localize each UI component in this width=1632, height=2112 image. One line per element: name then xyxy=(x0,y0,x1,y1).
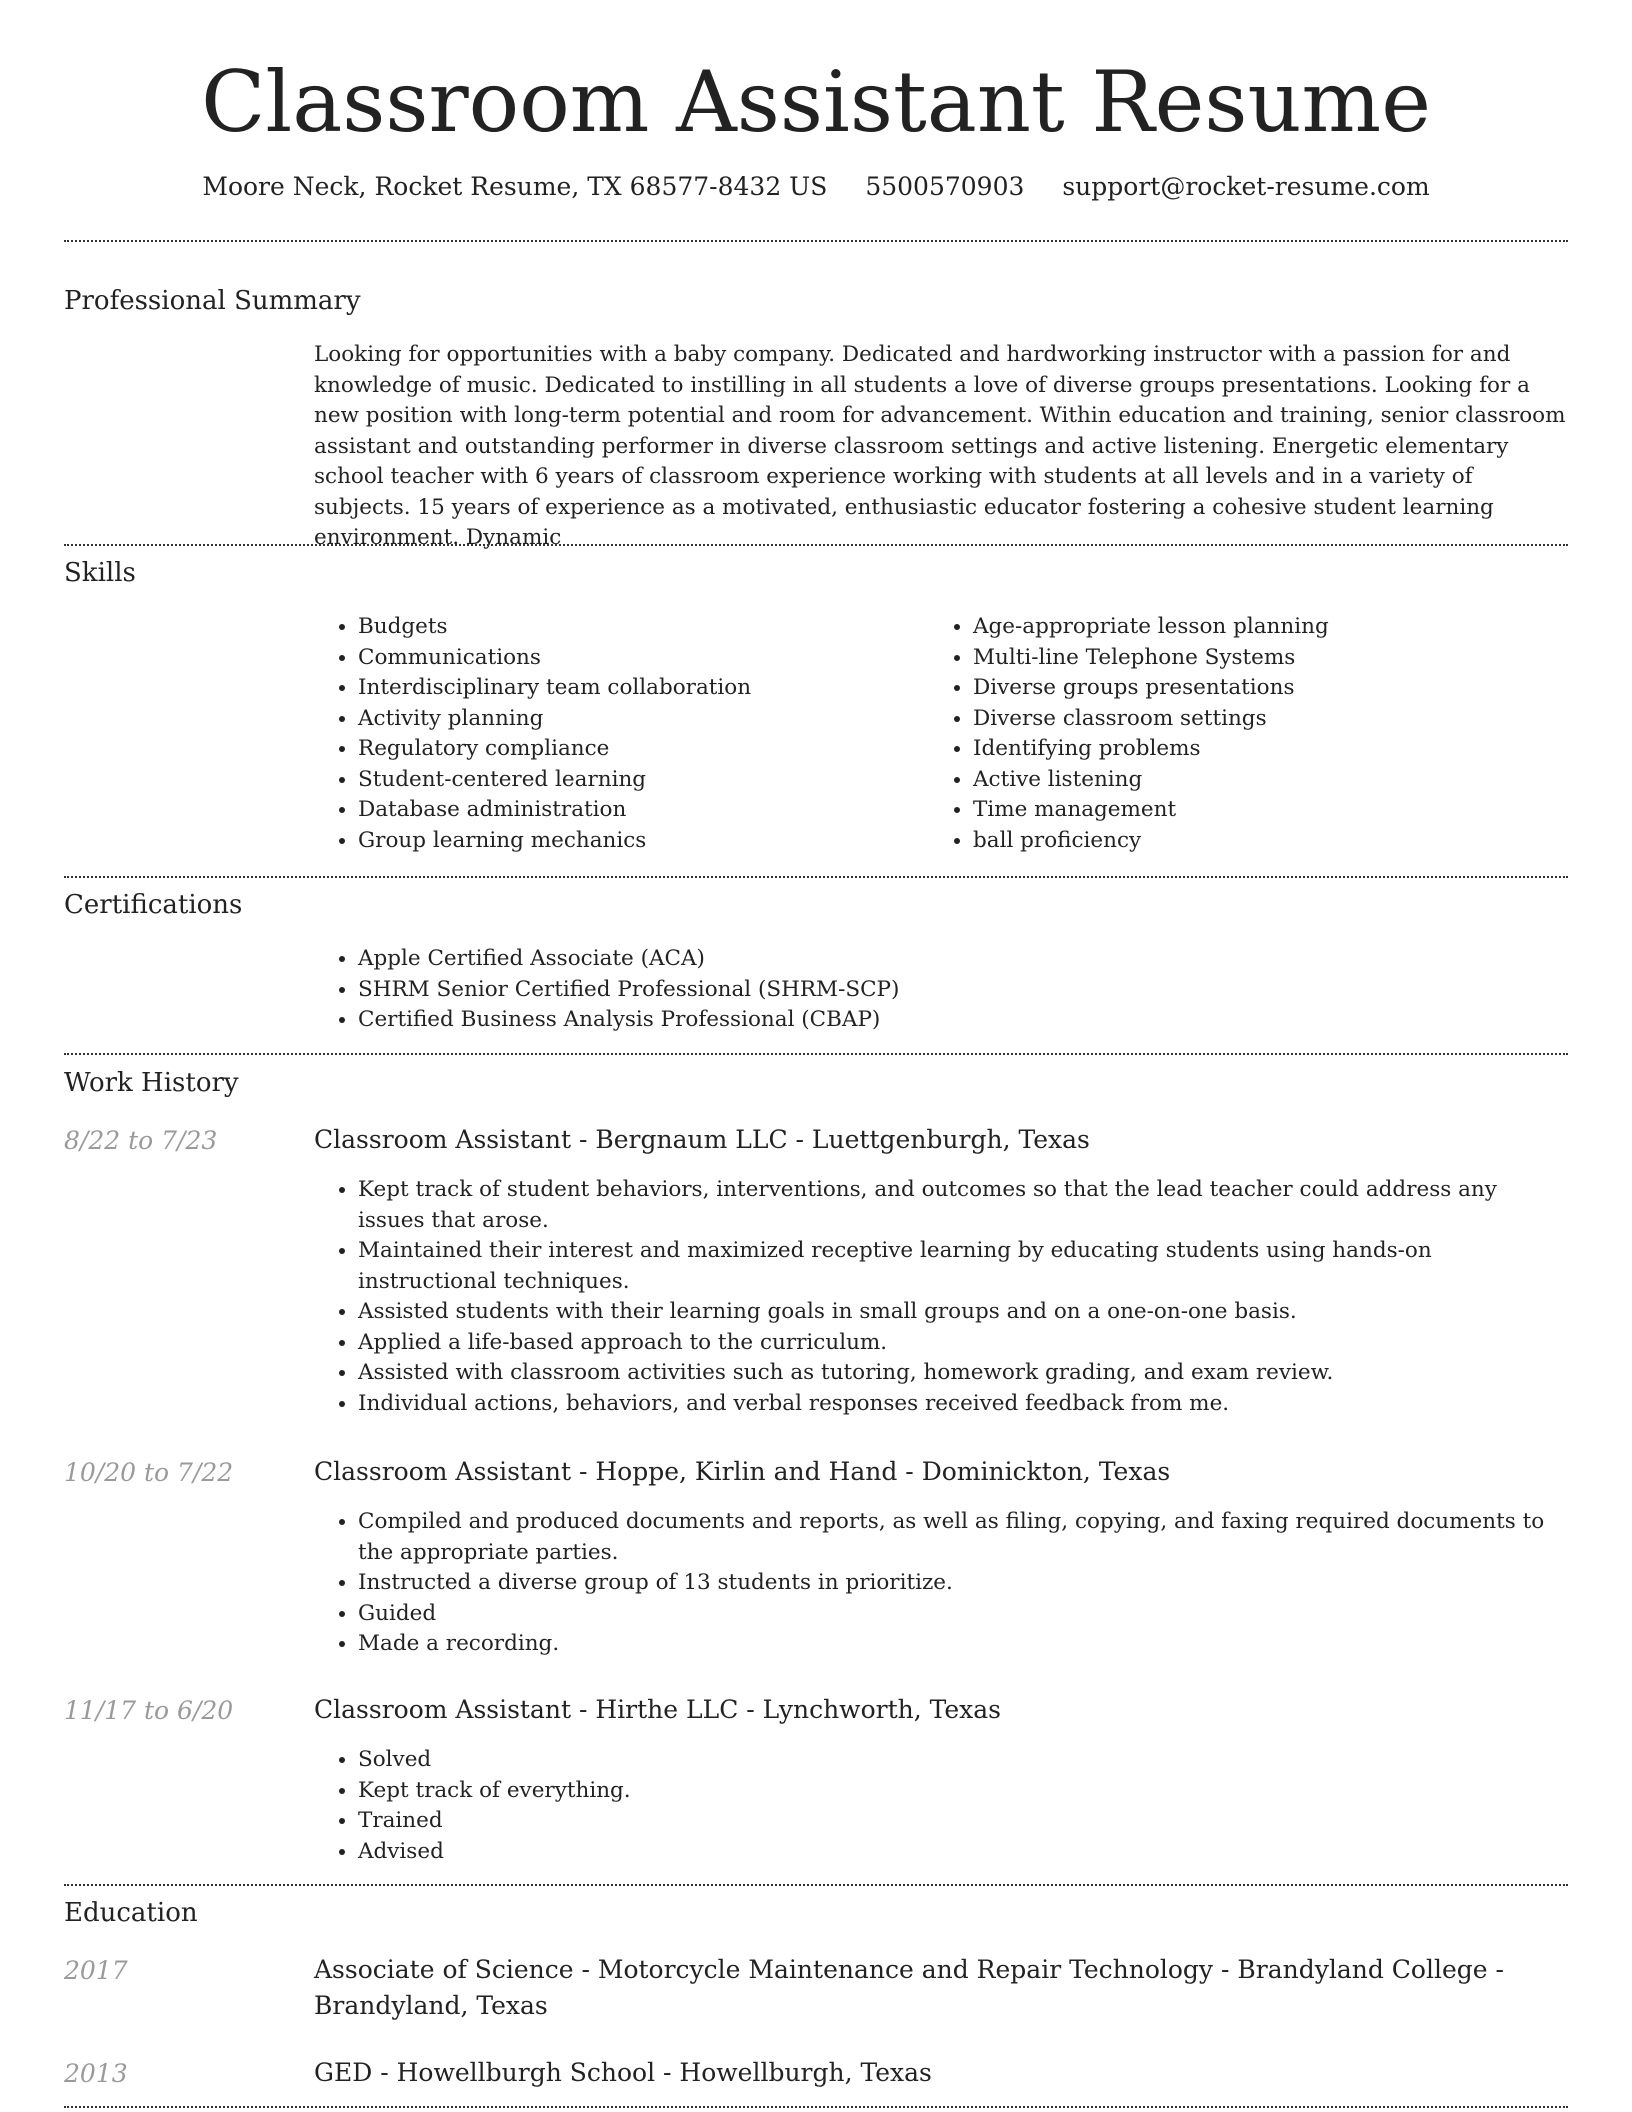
section-title-education: Education xyxy=(64,1898,198,1928)
contact-line xyxy=(0,170,1632,204)
contact-phone: 5500570903 xyxy=(865,172,1025,201)
skills-column-left xyxy=(314,612,914,856)
section-title-summary: Professional Summary xyxy=(64,286,361,316)
list-item: • Identifying problems xyxy=(973,734,1529,765)
contact-email: support@rocket-resume.com xyxy=(1062,172,1430,201)
list-item: • Made a recording. xyxy=(358,1629,1568,1660)
candidate-name: Classroom Assistant Resume xyxy=(201,53,1431,151)
divider xyxy=(64,1053,1568,1055)
list-item: • Trained xyxy=(358,1806,1568,1837)
job-bullet-list xyxy=(314,1507,1568,1660)
list-item: • Active listening xyxy=(973,765,1529,796)
list-item: • Assisted students with their learning goals in small groups and on a one-on-one basis. xyxy=(358,1297,1568,1328)
list-item: • Time management xyxy=(973,795,1529,826)
job-bullet-list xyxy=(314,1175,1568,1419)
divider xyxy=(64,876,1568,878)
contact-address: Moore Neck, Rocket Resume, TX 68577-8432 US xyxy=(202,172,828,201)
education-year: 2013 xyxy=(64,2059,128,2088)
list-item: • Activity planning xyxy=(358,704,914,735)
list-item: • Apple Certified Associate (ACA) xyxy=(358,944,1568,975)
education-entry: GED - Howellburgh School - Howellburgh, Texas xyxy=(314,2058,932,2087)
summary-text: Looking for opportunities with a baby company. Dedicated and hardworking instructor with a passion for and knowledge of music. Dedicated to instilling in all students a love of diverse groups presentations. Looking for a new position with long-term potential and room for advancement. Within education and training, senior classroom assistant and outstanding performer in diverse classroom settings and active listening. Energetic elementary school teacher with 6 years of classroom experience working with students at all levels and in a variety of subjects. 15 years of experience as a motivated, enthusiastic educator fostering a cohesive student learning environment. Dynamic xyxy=(314,342,1566,550)
list-item: • Maintained their interest and maximized receptive learning by educating students using hands-on instructional techniques. xyxy=(358,1236,1568,1297)
list-item: • Certified Business Analysis Professional (CBAP) xyxy=(358,1005,1568,1036)
divider xyxy=(64,240,1568,242)
list-item: • Assisted with classroom activities such as tutoring, homework grading, and exam review. xyxy=(358,1358,1568,1389)
education-year: 2017 xyxy=(64,1956,128,1985)
job-bullets xyxy=(314,1175,1568,1419)
list-item: • Age-appropriate lesson planning xyxy=(973,612,1529,643)
list-item: • Applied a life-based approach to the curriculum. xyxy=(358,1328,1568,1359)
divider xyxy=(64,1884,1568,1886)
list-item: • ball proficiency xyxy=(973,826,1529,857)
section-title-work-history: Work History xyxy=(64,1068,239,1098)
list-item: • Kept track of student behaviors, interventions, and outcomes so that the lead teacher could address any issues that arose. xyxy=(358,1175,1568,1236)
list-item: • Interdisciplinary team collaboration xyxy=(358,673,914,704)
job-bullets xyxy=(314,1745,1568,1867)
list-item: • Regulatory compliance xyxy=(358,734,914,765)
list-item: • Communications xyxy=(358,643,914,674)
list-item: • Diverse groups presentations xyxy=(973,673,1529,704)
job-bullets xyxy=(314,1507,1568,1660)
list-item: • Database administration xyxy=(358,795,914,826)
list-item: • Budgets xyxy=(358,612,914,643)
section-title-certifications: Certifications xyxy=(64,890,243,920)
list-item: • Individual actions, behaviors, and verbal responses received feedback from me. xyxy=(358,1389,1568,1420)
job-title: Classroom Assistant - Hirthe LLC - Lynchworth, Texas xyxy=(314,1695,1001,1724)
job-title: Classroom Assistant - Bergnaum LLC - Luettgenburgh, Texas xyxy=(314,1125,1090,1154)
list-item: • SHRM Senior Certified Professional (SHRM-SCP) xyxy=(358,975,1568,1006)
job-title: Classroom Assistant - Hoppe, Kirlin and Hand - Dominickton, Texas xyxy=(314,1457,1171,1486)
job-dates: 11/17 to 6/20 xyxy=(64,1696,234,1725)
skills-column-right xyxy=(929,612,1529,856)
skills-list-left xyxy=(314,612,914,856)
certifications-block xyxy=(314,944,1568,1036)
divider xyxy=(64,544,1568,546)
job-bullet-list xyxy=(314,1745,1568,1867)
list-item: • Multi-line Telephone Systems xyxy=(973,643,1529,674)
list-item: • Instructed a diverse group of 13 students in prioritize. xyxy=(358,1568,1568,1599)
certifications-list xyxy=(314,944,1568,1036)
list-item: • Diverse classroom settings xyxy=(973,704,1529,735)
divider xyxy=(64,2106,1568,2108)
job-dates: 8/22 to 7/23 xyxy=(64,1126,218,1155)
list-item: • Kept track of everything. xyxy=(358,1776,1568,1807)
education-entry: Associate of Science - Motorcycle Maintenance and Repair Technology - Brandyland College - Brandyland, Texas xyxy=(314,1955,1504,2020)
list-item: • Guided xyxy=(358,1599,1568,1630)
list-item: • Student-centered learning xyxy=(358,765,914,796)
section-title-skills: Skills xyxy=(64,558,136,588)
list-item: • Advised xyxy=(358,1837,1568,1868)
skills-list-right xyxy=(929,612,1529,856)
list-item: • Compiled and produced documents and reports, as well as filing, copying, and faxing required documents to the appropriate parties. xyxy=(358,1507,1568,1568)
list-item: • Group learning mechanics xyxy=(358,826,914,857)
list-item: • Solved xyxy=(358,1745,1568,1776)
job-dates: 10/20 to 7/22 xyxy=(64,1458,234,1487)
